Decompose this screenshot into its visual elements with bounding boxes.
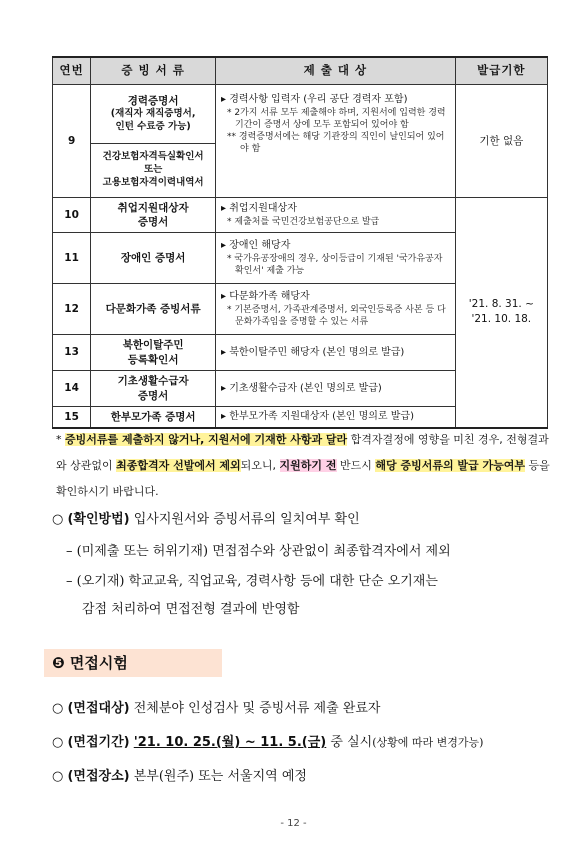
target-main: ▸ 경력사항 입력자 (우리 공단 경력자 포함) — [221, 94, 408, 105]
circle-bullet: ○ — [52, 701, 64, 716]
doc-name: 기초생활수급자 증명서 — [91, 371, 216, 407]
target-note: * 2가지 서류 모두 제출해야 하며, 지원서에 입력한 경력기간이 증명서 상에 모두 포함되어 있어야 함 — [227, 107, 446, 130]
caution-note — [56, 427, 552, 505]
doc-name: 북한이탈주민 등록확인서 — [91, 335, 216, 371]
interview-period-note: (상황에 따라 변경가능) — [372, 736, 484, 749]
confirm-dash-2-cont: 감점 처리하여 면접전형 결과에 반영함 — [82, 602, 300, 617]
target-main: ▸ 장애인 해당자 — [221, 240, 291, 252]
deadline-range: '21. 8. 31. ~ '21. 10. 18. — [455, 198, 547, 428]
row-num: 10 — [53, 198, 91, 233]
note-text: 되오니, — [240, 459, 280, 472]
note-highlight: 증빙서류를 제출하지 않거나, 지원서에 기재한 사항과 달라 — [65, 433, 348, 446]
confirm-line — [52, 508, 360, 527]
document-table — [52, 56, 548, 429]
target-cell — [216, 198, 456, 233]
row-num: 12 — [53, 284, 91, 335]
target-cell — [216, 335, 456, 371]
row-num: 9 — [53, 85, 91, 198]
target-note: * 기본증명서, 가족관계증명서, 외국인등록증 사본 등 다문화가족임을 증명할 수 있는 서류 — [227, 304, 446, 327]
target-cell — [216, 284, 456, 335]
target-main: ▸ 북한이탈주민 해당자 (본인 명의로 발급) — [221, 346, 405, 358]
target-cell — [216, 407, 456, 428]
doc-name — [91, 85, 216, 144]
note-highlight: 지원하기 전 — [279, 459, 337, 472]
interview-place-title: (면접장소) — [67, 769, 130, 784]
doc-name: 취업지원대상자 증명서 — [91, 198, 216, 233]
interview-target-text: 전체분야 인성검사 및 증빙서류 제출 완료자 — [129, 701, 381, 716]
row-num: 15 — [53, 407, 91, 428]
page-number: - 12 - — [280, 818, 307, 829]
interview-place-text: 본부(원주) 또는 서울지역 예정 — [129, 769, 307, 784]
doc-name-sub: (재직자 재직증명서, 인턴 수료증 가능) — [110, 108, 196, 133]
doc-name: 장애인 증명서 — [91, 233, 216, 284]
doc-name: 건강보험자격득실확인서 또는 고용보험자격이력내역서 — [91, 144, 216, 198]
note-text: 합격자결정에 영향을 미친 경우, 전형결과와 상관없이 — [56, 433, 549, 472]
target-note: * 국가유공장애의 경우, 상이등급이 기재된 '국가유공자 확인서' 제출 가능 — [227, 253, 443, 276]
note-text: 반드시 — [336, 459, 376, 472]
interview-target-line — [52, 697, 380, 716]
circle-bullet: ○ — [52, 769, 64, 784]
header-target: 제 출 대 상 — [216, 57, 456, 85]
target-cell — [216, 371, 456, 407]
target-main: ▸ 한부모가족 지원대상자 (본인 명의로 발급) — [221, 411, 414, 422]
interview-place-line — [52, 765, 307, 784]
note-star: * — [56, 433, 62, 446]
target-main: ▸ 다문화가족 해당자 — [221, 291, 310, 303]
header-deadline: 발급기한 — [455, 57, 547, 85]
doc-name: 다문화가족 증빙서류 — [91, 284, 216, 335]
doc-name: 한부모가족 증명서 — [91, 407, 216, 428]
table-row — [53, 85, 548, 144]
table-row — [53, 198, 548, 233]
circle-bullet: ○ — [52, 512, 64, 527]
note-highlight: 해당 증빙서류의 발급 가능여부 — [375, 459, 526, 472]
target-cell — [216, 233, 456, 284]
header-num: 연번 — [53, 57, 91, 85]
interview-target-title: (면접대상) — [67, 701, 130, 716]
confirm-title: (확인방법) — [67, 512, 130, 527]
row-num: 11 — [53, 233, 91, 284]
target-main: ▸ 취업지원대상자 — [221, 203, 297, 215]
target-note: ** 경력증명서에는 해당 기관장의 직인이 날인되어 있어야 함 — [227, 131, 445, 154]
target-main: ▸ 기초생활수급자 (본인 명의로 발급) — [221, 382, 382, 394]
interview-period-title: (면접기간) — [67, 735, 130, 750]
target-note: * 제출처를 국민건강보험공단으로 발급 — [227, 216, 380, 227]
circle-bullet: ○ — [52, 735, 64, 750]
confirm-dash-2: – (오기재) 학교교육, 직업교육, 경력사항 등에 대한 단순 오기재는 — [66, 574, 438, 589]
table-header-row — [53, 57, 548, 85]
section-heading: ❺ 면접시험 — [44, 649, 222, 677]
interview-period-date: '21. 10. 25.(월) ~ 11. 5.(금) — [133, 735, 327, 750]
header-doc: 증 빙 서 류 — [91, 57, 216, 85]
note-highlight: 최종합격자 선발에서 제외 — [116, 459, 241, 472]
deadline-cell: 기한 없음 — [455, 85, 547, 198]
row-num: 13 — [53, 335, 91, 371]
interview-period-line — [52, 731, 483, 750]
note-text: 등을 확인하시기 바랍니다. — [56, 459, 550, 498]
interview-period-text: 중 실시 — [326, 735, 373, 750]
row-num: 14 — [53, 371, 91, 407]
confirm-text: 입사지원서와 증빙서류의 일치여부 확인 — [129, 512, 360, 527]
doc-name-main: 경력증명서 — [127, 95, 179, 108]
confirm-dash-1: – (미제출 또는 허위기재) 면접점수와 상관없이 최종합격자에서 제외 — [66, 544, 451, 559]
target-cell — [216, 85, 456, 198]
